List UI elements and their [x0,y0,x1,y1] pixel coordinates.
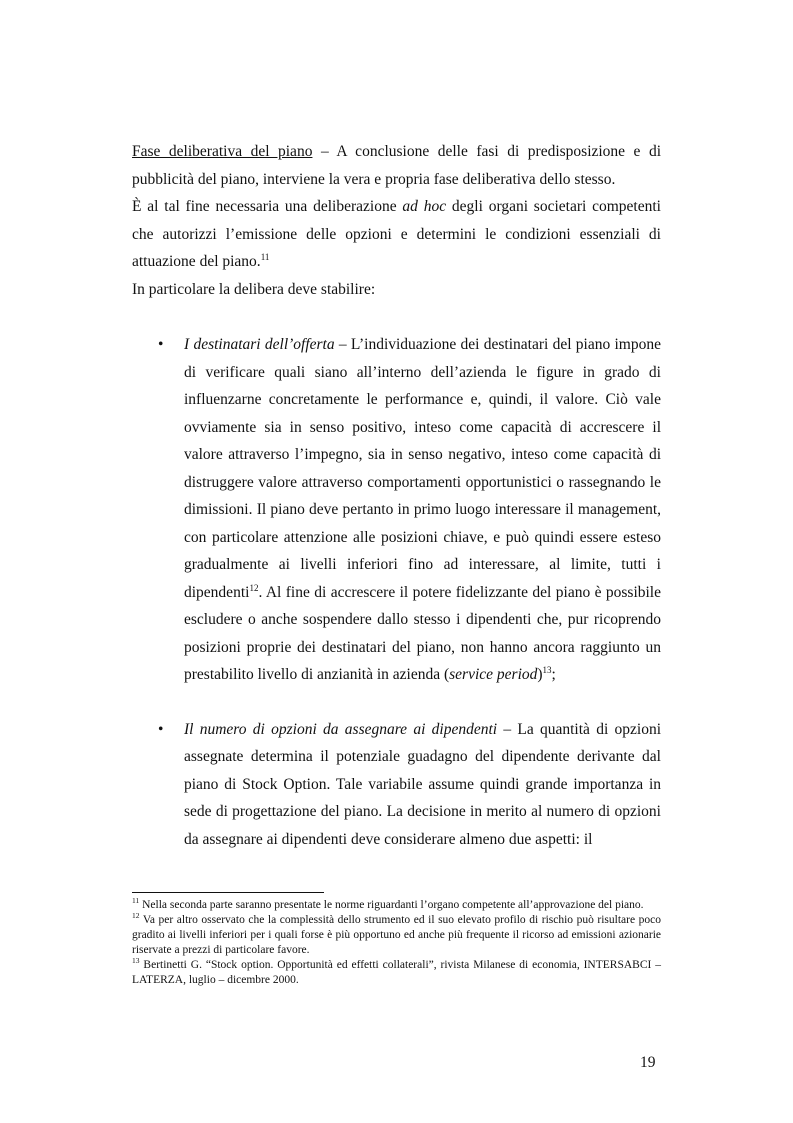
page-body [132,138,661,853]
footnote-text: Bertinetti G. “Stock option. Opportunità ed effetti collaterali”, rivista Milanese di economia, INTERSABCI – LATERZA, luglio – dicembre 2000. [132,959,661,986]
list-item-text [184,331,661,689]
text: ) [537,666,543,683]
list-item-text [184,716,661,854]
footnote-text: Nella seconda parte saranno presentate le norme riguardanti l’organo competente all’approvazione del piano. [139,899,644,911]
text: È al tal fine necessaria una deliberazione [132,198,403,215]
emphasis-ad-hoc: ad hoc [402,198,447,215]
footnote-number: 11 [132,896,140,906]
intro-text: – A conclusione delle fasi di predisposizione e di pubblicità del piano, interviene la vera e propria fase deliberativa dello stesso. [132,143,661,188]
footnote-12 [132,913,661,958]
text: ; [551,666,556,683]
footnote-number: 13 [132,956,140,966]
list-item-term: I destinatari dell’offerta [184,336,335,353]
footnote-text: Va per altro osservato che la complessità dello strumento ed il suo elevato profilo di rischio può risultare poco gradito ai livelli inferiori per i quali forse è più opportuno ed anche più frequente il ricorso ad emissioni azionarie riservate a prezzi di particolare favore. [132,914,661,956]
criteria-list [132,331,661,853]
footnote-number: 12 [132,911,140,921]
text: – L’individuazione dei destinatari del piano impone di verificare quali siano all’interno dell’azienda le figure in grado di influenzarne concretamente le performance e, quindi, il valore. Ciò vale ovviamente sia in senso positivo, inteso come capacità di accrescere il valore attraverso l’impegno, sia in senso negativo, inteso come capacità di distruggere valore attraverso comportamenti opportunistici o rassegnando le dimissioni. Il piano deve pertanto in primo luogo interessare il management, con particolare attenzione alle posizioni chiave, e può quindi essere esteso gradualmente ai livelli inferiori fino ad interessare, al limite, tutti i dipendenti [184,336,661,601]
footnote-11 [132,898,661,913]
emphasis-service-period: service period [449,666,538,683]
text: . Al fine di accrescere il potere fidelizzante del piano è possibile escludere o anche sospendere dallo stesso i dipendenti che, pur ricoprendo posizioni proprie dei destinatari del piano, non hanno ancora raggiunto un prestabilito livello di anzianità in azienda ( [184,583,661,683]
text: degli organi societari competenti che autorizzi l’emissione delle opzioni e determini le condizioni essenziali di attuazione del piano. [132,198,661,270]
list-item-term: Il numero di opzioni da assegnare ai dipendenti [184,720,498,738]
list-item [132,331,661,689]
text: – La quantità di opzioni assegnate determina il potenziale guadagno del dipendente derivante dal piano di Stock Option. Tale variabile assume quindi grande importanza in sede di progettazione del piano. La decisione in merito al numero di opzioni da assegnare ai dipendenti deve considerare almeno due aspetti: il [184,720,662,848]
bullet-icon: • [158,720,164,738]
list-item [132,716,661,854]
footnotes [132,898,661,988]
footnote-divider [132,892,324,893]
paragraph-list-intro: In particolare la delibera deve stabilire: [132,280,376,298]
section-heading: Fase deliberativa del piano [132,143,313,160]
footnote-ref-13[interactable]: 13 [542,664,552,675]
page-number: 19 [640,1054,656,1071]
footnote-13 [132,958,661,988]
bullet-icon: • [158,336,164,353]
paragraph-intro [132,138,661,193]
paragraph-deliberation [132,193,661,276]
footnote-ref-11[interactable]: 11 [260,251,270,262]
footnote-ref-12[interactable]: 12 [249,582,259,593]
